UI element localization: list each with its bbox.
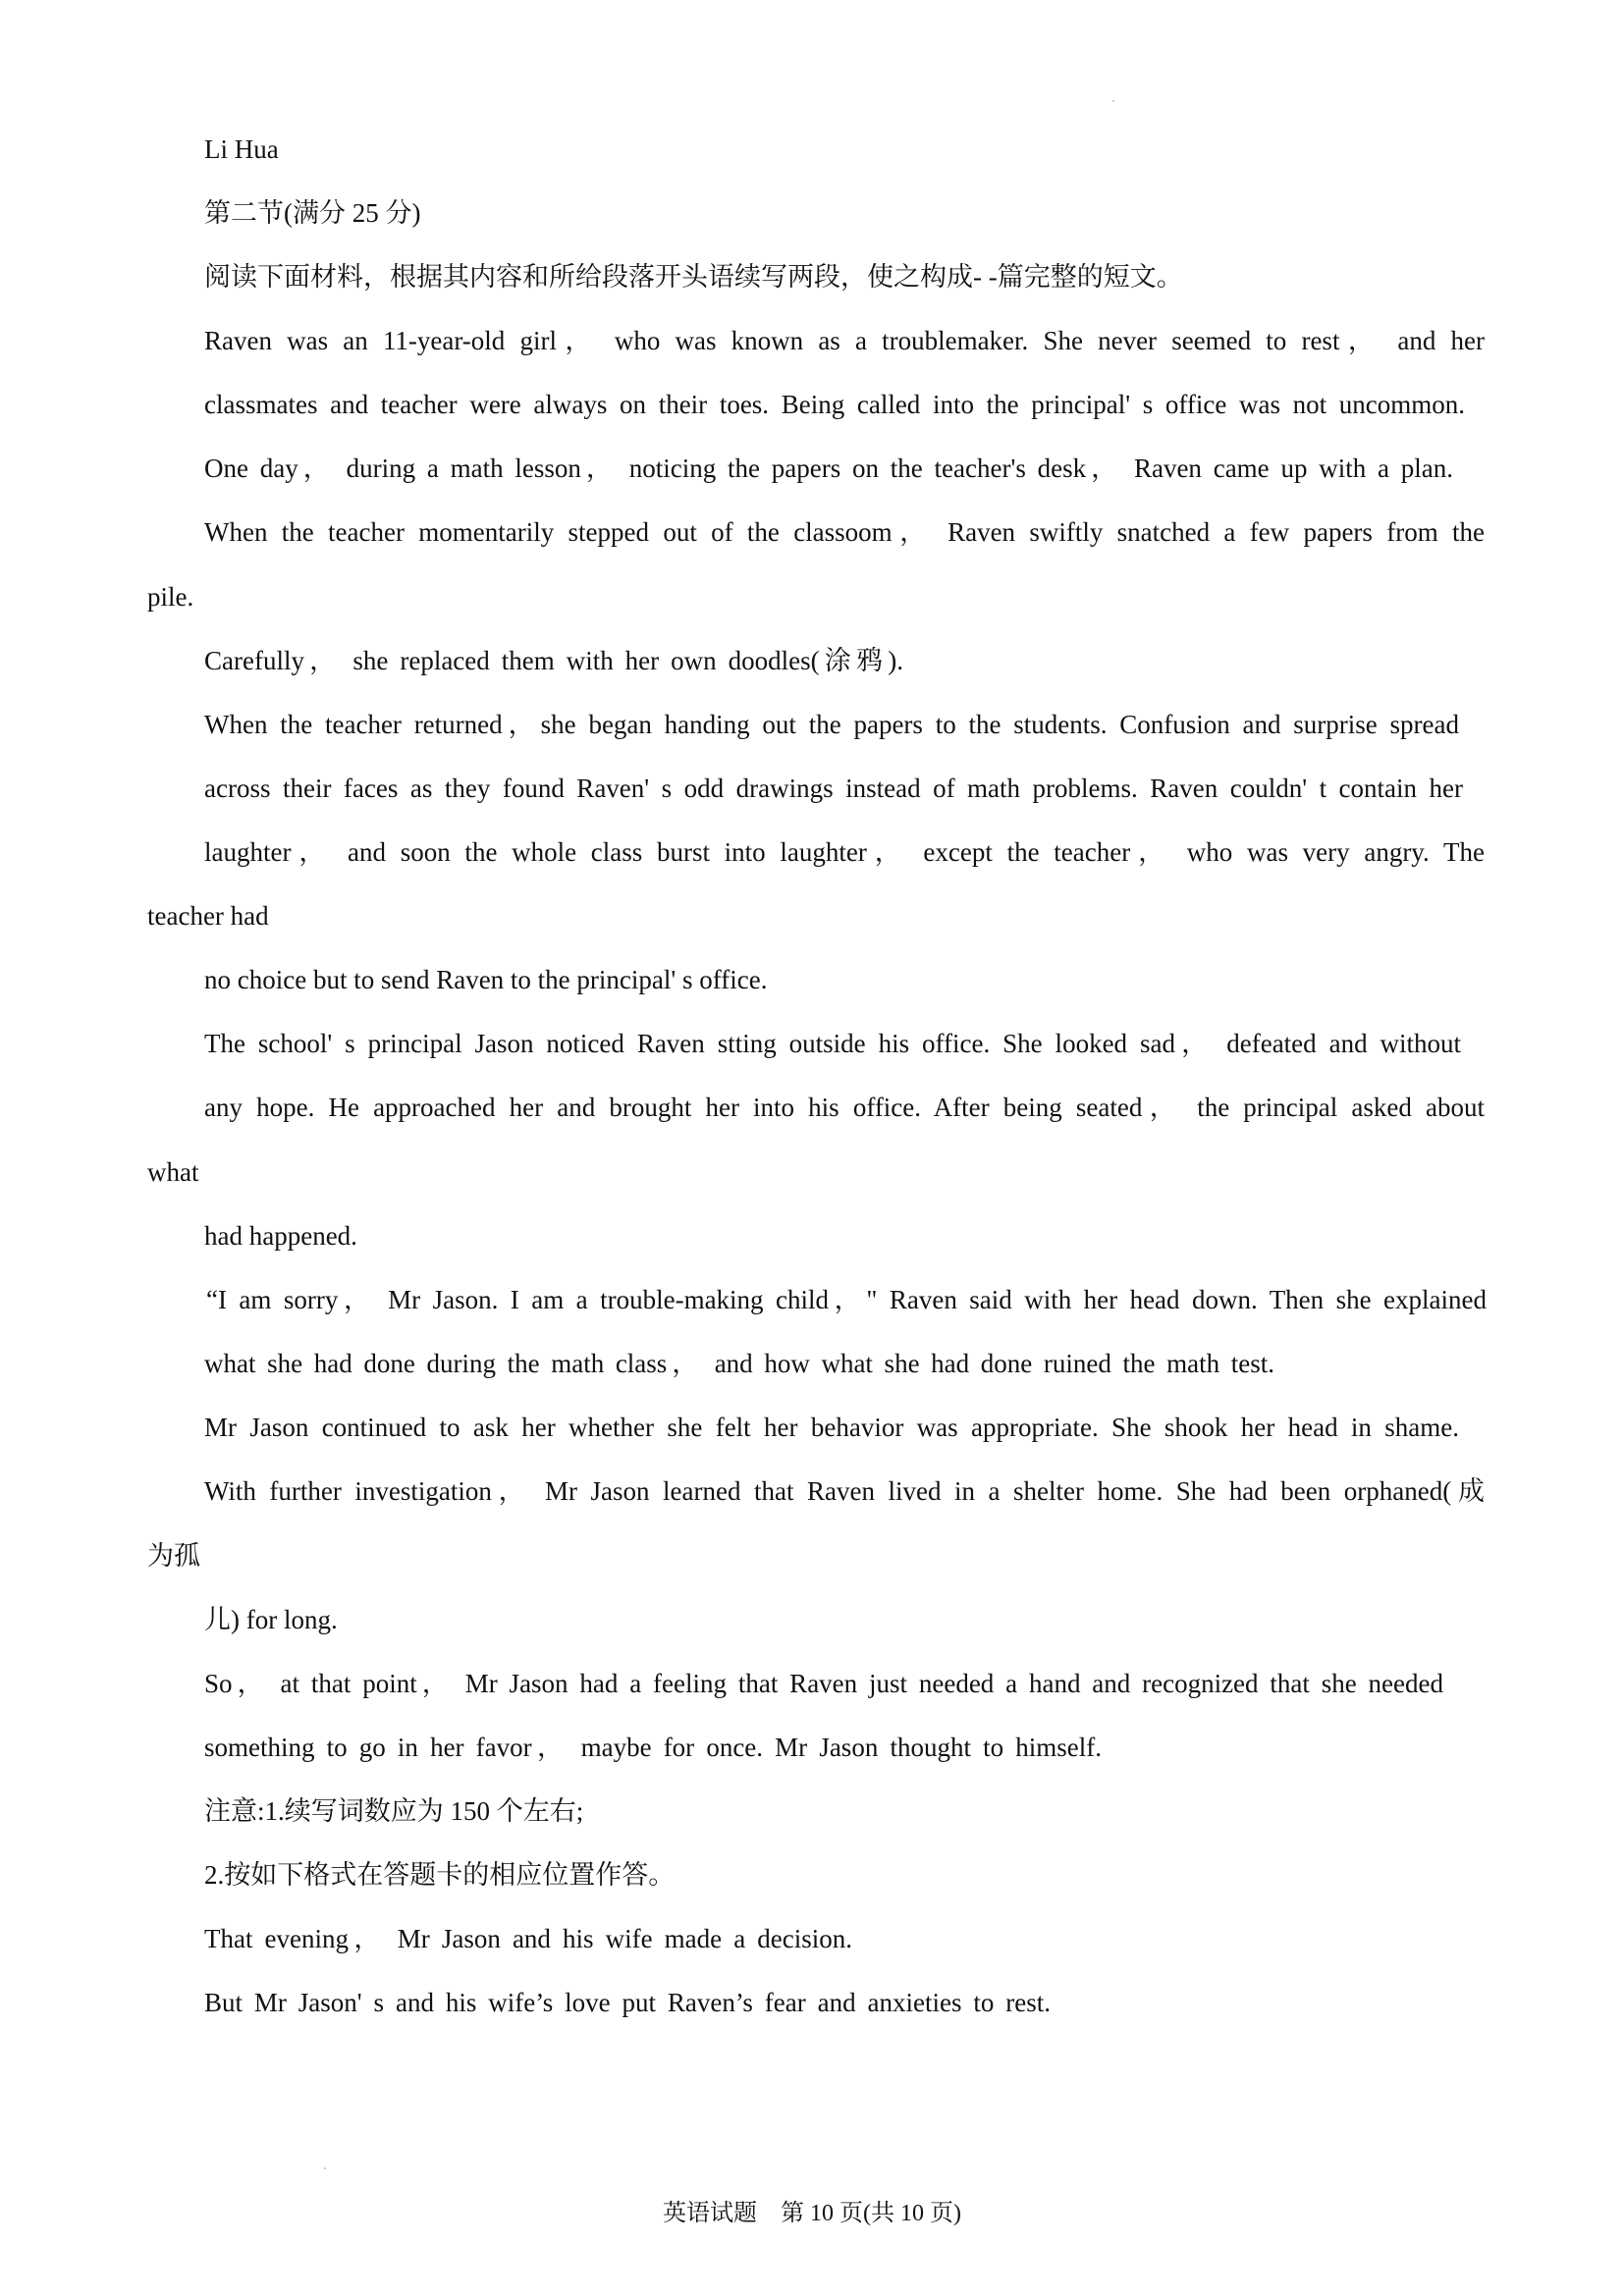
passage-line: 儿) for long. (204, 1605, 338, 1634)
scan-speck (324, 2167, 326, 2169)
passage-line: So， at that point， Mr Jason had a feeling that Raven just needed a hand and recognized that she needed (204, 1669, 1443, 1698)
passage-line: When the teacher returned，she began handing out the papers to the students. Confusion and surprise spread (204, 710, 1459, 739)
passage-line: something to go in her favor， maybe for once. Mr Jason thought to himself. (204, 1733, 1102, 1762)
passage-line: The school' s principal Jason noticed Raven stting outside his office. She looked sad， defeated and without (204, 1029, 1461, 1058)
passage-line: With further investigation， Mr Jason learned that Raven lived in a shelter home. She had been orphaned(成 (204, 1476, 1485, 1506)
page-footer: 英语试题 第 10 页(共 10 页) (663, 2201, 961, 2226)
passage-line: laughter， and soon the whole class burst into laughter， except the teacher， who was very angry. The (204, 837, 1485, 867)
passage-line: One day， during a math lesson， noticing the papers on the teacher's desk， Raven came up with a plan. (204, 454, 1453, 483)
writing-note: 注意:1.续写词数应为 150 个左右; (204, 1796, 584, 1826)
passage-line: what she had done during the math class， and how what she had done ruined the math test. (204, 1349, 1274, 1378)
writing-note: 2.按如下格式在答题卡的相应位置作答。 (204, 1860, 676, 1890)
passage-line: any hope. He approached her and brought her into his office. After being seated， the principal asked about (204, 1093, 1485, 1122)
passage-line: Carefully， she replaced them with her own doodles(涂鸦). (204, 646, 903, 675)
passage-line: “I am sorry， Mr Jason. I am a trouble-making child，" Raven said with her head down. Then she explained (206, 1285, 1487, 1314)
paragraph-opener: That evening， Mr Jason and his wife made a decision. (204, 1924, 852, 1953)
passage-line: Raven was an 11-year-old girl， who was known as a troublemaker. She never seemed to rest， and her (204, 326, 1485, 355)
passage-line: had happened. (204, 1221, 357, 1251)
passage-line: across their faces as they found Raven' s odd drawings instead of math problems. Raven couldn' t contain her (204, 774, 1463, 803)
passage-line: pile. (147, 582, 194, 612)
section-heading: 第二节(满分 25 分) (204, 198, 421, 228)
passage-line: 为孤 (147, 1541, 200, 1571)
passage-line: teacher had (147, 901, 269, 931)
passage-line: When the teacher momentarily stepped out of the classoom， Raven swiftly snatched a few papers from the (204, 517, 1485, 547)
section-instruction: 阅读下面材料，根据其内容和所给段落开头语续写两段，使之构成- -篇完整的短文。 (204, 262, 1183, 292)
passage-line: what (147, 1157, 199, 1187)
paragraph-opener: But Mr Jason' s and his wife’s love put Raven’s fear and anxieties to rest. (204, 1988, 1051, 2017)
signature: Li Hua (204, 134, 279, 164)
scan-speck (1112, 100, 1114, 102)
passage-line: no choice but to send Raven to the principal' s office. (204, 965, 768, 994)
passage-line: Mr Jason continued to ask her whether she felt her behavior was appropriate. She shook her head in shame. (204, 1413, 1459, 1442)
passage-line: classmates and teacher were always on their toes. Being called into the principal' s office was not uncommon. (204, 390, 1465, 419)
